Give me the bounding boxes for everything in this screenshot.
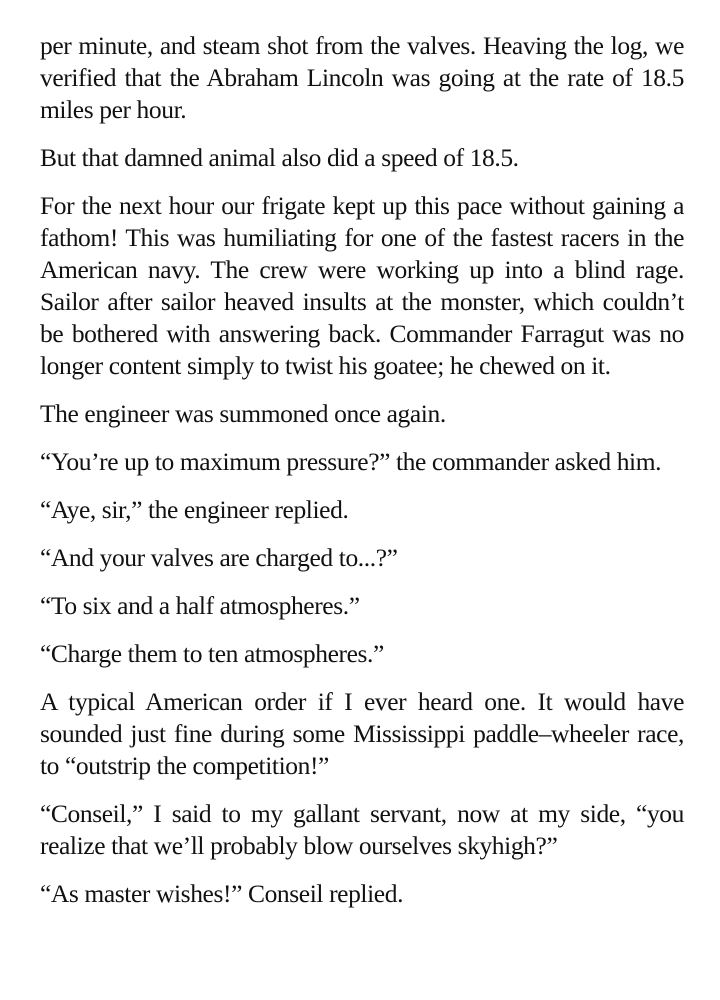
paragraph-11: “Conseil,” I said to my gallant servant, now at my side, “you realize that we’ll probably blow ourselves skyhigh?” — [40, 799, 684, 860]
paragraph-9: “Charge them to ten atmospheres.” — [40, 639, 384, 668]
paragraph-7: “And your valves are charged to...?” — [40, 543, 398, 572]
paragraph-6: “Aye, sir,” the engineer replied. — [40, 495, 349, 524]
document-page — [40, 30, 684, 926]
paragraph-12: “As master wishes!” Conseil replied. — [40, 879, 404, 908]
paragraph-3: For the next hour our frigate kept up this pace without gaining a fathom! This was humiliating for one of the fastest racers in the American navy. The crew were working up into a blind rage. Sailor after sailor heaved insults at the monster, which couldn’t be bothered with answering back. Commander Farragut was no longer content simply to twist his goatee; he chewed on it. — [40, 191, 684, 380]
paragraph-2: But that damned animal also did a speed of 18.5. — [40, 143, 519, 172]
paragraph-10: A typical American order if I ever heard one. It would have sounded just fine during some Mississippi paddle–wheeler race, to “outstrip the competition!” — [40, 687, 684, 780]
paragraph-8: “To six and a half atmospheres.” — [40, 591, 360, 620]
paragraph-4: The engineer was summoned once again. — [40, 399, 446, 428]
paragraph-5: “You’re up to maximum pressure?” the commander asked him. — [40, 447, 662, 476]
paragraph-1: per minute, and steam shot from the valves. Heaving the log, we verified that the Abraham Lincoln was going at the rate of 18.5 miles per hour. — [40, 31, 684, 124]
